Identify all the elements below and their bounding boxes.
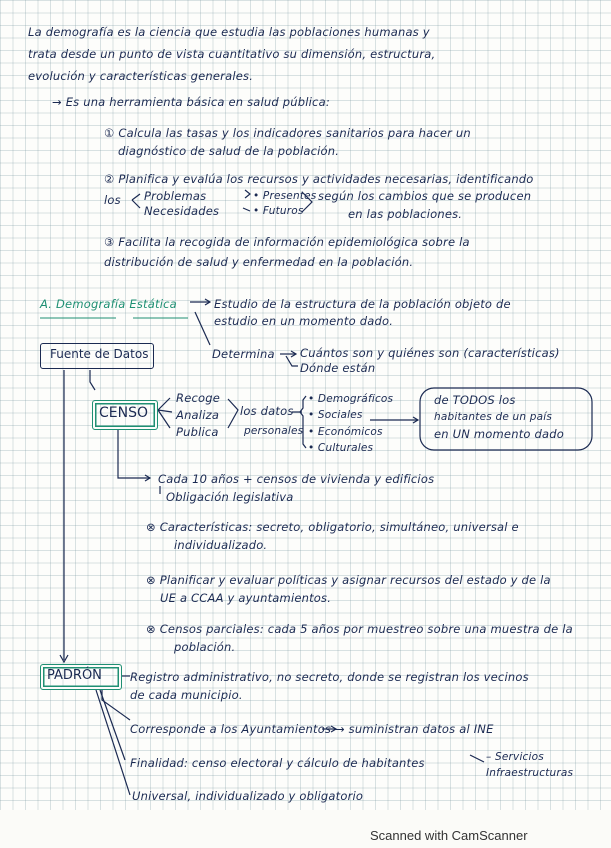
- censo-datos-2: personales: [244, 425, 304, 437]
- intro-line-3: evolución y características generales.: [28, 69, 254, 83]
- point-1-line-2: diagnóstico de salud de la población.: [118, 144, 340, 158]
- censo-recoge: Recoge: [176, 391, 220, 405]
- point-2-los: los: [104, 193, 121, 207]
- censo-parciales-2: población.: [174, 640, 236, 654]
- point-3-line-2: distribución de salud y enfermedad en la población.: [104, 255, 414, 269]
- padron-finalidad: Finalidad: censo electoral y cálculo de habitantes: [130, 756, 425, 770]
- point-2-necesidades: Necesidades: [144, 204, 220, 218]
- todos-line-3: en UN momento dado: [434, 427, 564, 441]
- point-2-segun-1: según los cambios que se producen: [318, 189, 532, 203]
- padron-infraestructuras: Infraestructuras: [486, 767, 574, 779]
- static-heading: A. Demografía Estática: [40, 297, 177, 311]
- todos-line-2: habitantes de un país: [434, 411, 553, 423]
- point-1-line-1: ① Calcula las tasas y los indicadores sanitarios para hacer un: [104, 126, 471, 140]
- censo-label: CENSO: [99, 405, 148, 421]
- intro-line-1: La demografía es la ciencia que estudia las poblaciones humanas y: [28, 25, 430, 39]
- static-definition-1: Estudio de la estructura de la población objeto de: [214, 297, 511, 311]
- padron-label: PADRÓN: [47, 668, 102, 683]
- censo-publica: Publica: [176, 425, 219, 439]
- padron-registro-1: Registro administrativo, no secreto, donde se registran los vecinos: [130, 670, 529, 684]
- category-culturales: • Culturales: [308, 442, 374, 454]
- censo-cada-10-anos: Cada 10 años + censos de vivienda y edificios: [158, 472, 435, 486]
- category-economicos: • Económicos: [308, 426, 383, 438]
- donde-estan: Dónde están: [300, 361, 376, 375]
- padron-servicios: – Servicios: [486, 751, 544, 763]
- censo-planificar-2: UE a CCAA y ayuntamientos.: [160, 591, 332, 605]
- padron-registro-2: de cada municipio.: [130, 688, 243, 702]
- point-3-line-1: ③ Facilita la recogida de información epidemiológica sobre la: [104, 235, 470, 249]
- point-2-line-1: ② Planifica y evalúa los recursos y actividades necesarias, identificando: [104, 172, 534, 186]
- point-2-segun-2: en las poblaciones.: [348, 207, 463, 221]
- fuente-de-datos-label: Fuente de Datos: [50, 347, 149, 361]
- censo-parciales-1: ⊗ Censos parciales: cada 5 años por muestreo sobre una muestra de la: [146, 622, 573, 636]
- censo-planificar-1: ⊗ Planificar y evaluar políticas y asignar recursos del estado y de la: [146, 573, 551, 587]
- determina-label: Determina: [212, 347, 275, 361]
- cuantos-quienes: Cuántos son y quiénes son (características): [300, 346, 560, 360]
- censo-caracteristicas-1: ⊗ Características: secreto, obligatorio, simultáneo, universal e: [146, 520, 519, 534]
- todos-line-1: de TODOS los: [434, 393, 516, 407]
- point-2-problemas: Problemas: [144, 189, 207, 203]
- censo-obligacion: Obligación legislativa: [166, 490, 294, 504]
- category-demograficos: • Demográficos: [308, 393, 394, 405]
- category-sociales: • Sociales: [308, 409, 363, 421]
- point-2-presentes: • Presentes: [253, 190, 317, 202]
- censo-caracteristicas-2: individualizado.: [174, 538, 268, 552]
- point-2-futuros: • Futuros: [253, 205, 304, 217]
- static-definition-2: estudio en un momento dado.: [214, 314, 394, 328]
- scanner-footer: Scanned with CamScanner: [370, 828, 528, 843]
- padron-universal: Universal, individualizado y obligatorio: [132, 789, 364, 803]
- censo-datos-1: los datos: [240, 404, 294, 418]
- tool-statement: → Es una herramienta básica en salud pública:: [52, 95, 330, 109]
- intro-line-2: trata desde un punto de vista cuantitativo su dimensión, estructura,: [28, 47, 436, 61]
- padron-corresponde: Corresponde a los Ayuntamientos → suministran datos al INE: [130, 722, 494, 736]
- censo-analiza: Analiza: [176, 408, 220, 422]
